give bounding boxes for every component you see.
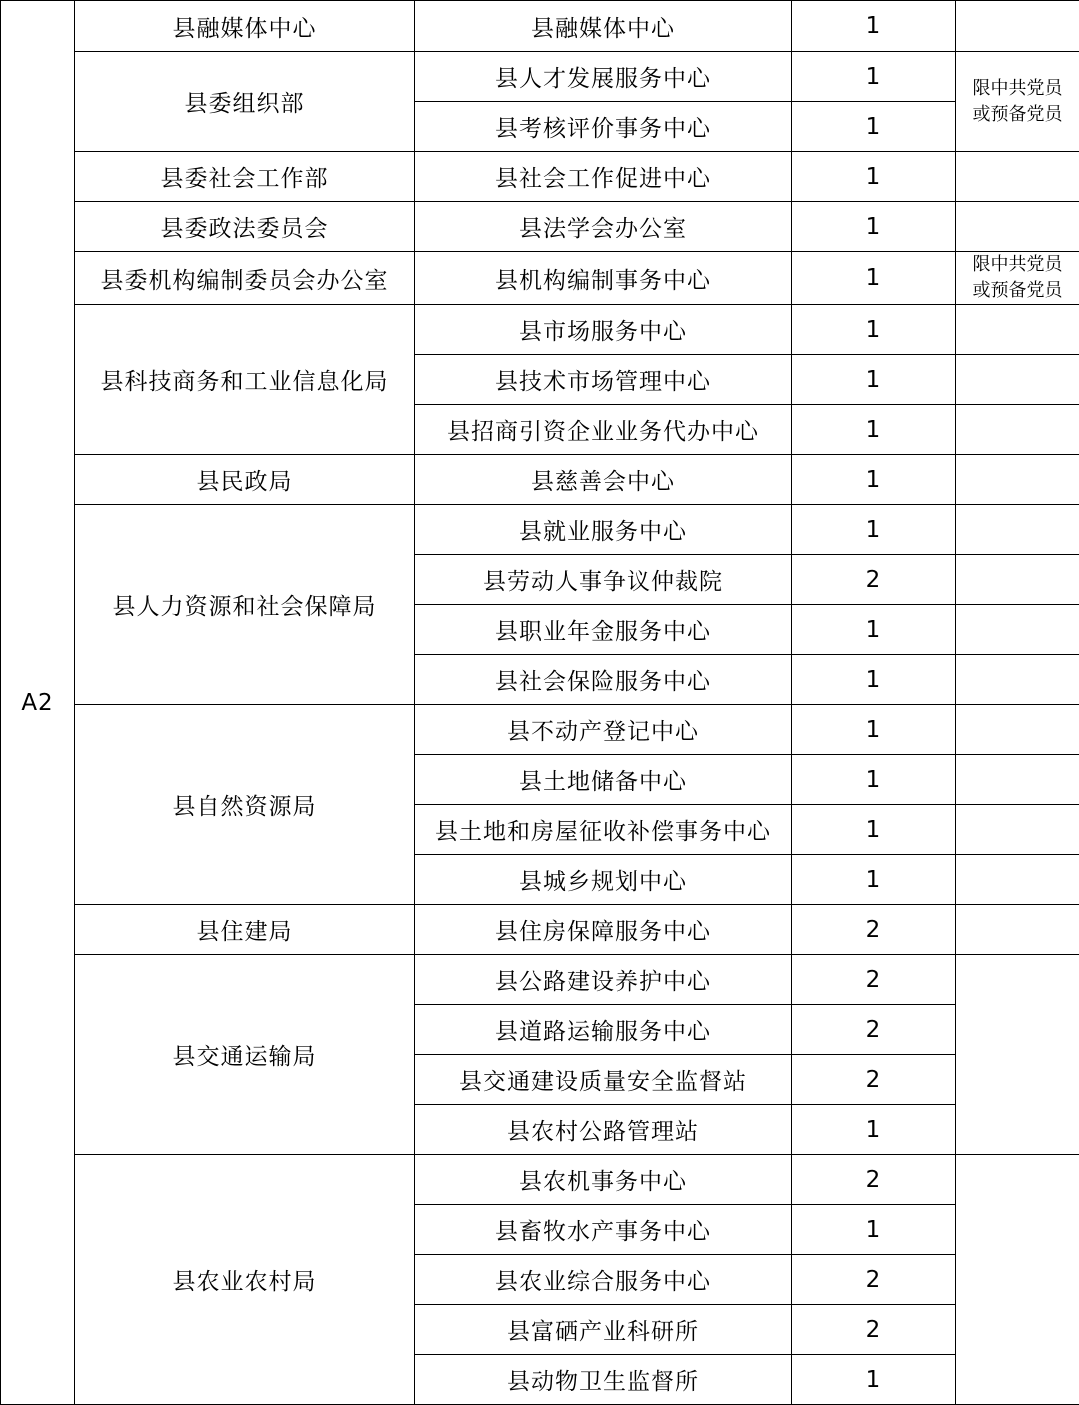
unit-cell: 县机构编制事务中心 (415, 252, 792, 305)
unit-cell: 县城乡规划中心 (415, 855, 792, 905)
department-cell: 县委组织部 (75, 52, 415, 152)
note-cell (956, 905, 1079, 955)
count-cell: 1 (792, 705, 956, 755)
table-row (1, 152, 1079, 202)
unit-cell: 县畜牧水产事务中心 (415, 1205, 792, 1255)
unit-cell: 县社会保险服务中心 (415, 655, 792, 705)
unit-cell: 县劳动人事争议仲裁院 (415, 555, 792, 605)
table-row (1, 505, 1079, 555)
count-cell: 1 (792, 102, 956, 152)
count-cell: 2 (792, 1305, 956, 1355)
unit-cell: 县职业年金服务中心 (415, 605, 792, 655)
table-row (1, 705, 1079, 755)
count-cell: 1 (792, 1205, 956, 1255)
count-cell: 1 (792, 755, 956, 805)
count-cell: 1 (792, 252, 956, 305)
note-cell (956, 755, 1079, 805)
count-cell: 1 (792, 152, 956, 202)
table-row (1, 202, 1079, 252)
department-cell: 县人力资源和社会保障局 (75, 505, 415, 705)
count-cell: 1 (792, 1, 956, 52)
unit-cell: 县就业服务中心 (415, 505, 792, 555)
unit-cell: 县农业综合服务中心 (415, 1255, 792, 1305)
note-cell (956, 405, 1079, 455)
table-row (1, 455, 1079, 505)
note-cell (956, 805, 1079, 855)
count-cell: 1 (792, 505, 956, 555)
count-cell: 2 (792, 555, 956, 605)
unit-cell: 县社会工作促进中心 (415, 152, 792, 202)
count-cell: 1 (792, 855, 956, 905)
count-cell: 2 (792, 1005, 956, 1055)
count-cell: 1 (792, 202, 956, 252)
count-cell: 1 (792, 805, 956, 855)
count-cell: 2 (792, 1155, 956, 1205)
count-cell: 1 (792, 355, 956, 405)
note-line: 或预备党员 (956, 278, 1079, 304)
department-cell: 县自然资源局 (75, 705, 415, 905)
note-cell (956, 605, 1079, 655)
note-cell (956, 555, 1079, 605)
unit-cell: 县法学会办公室 (415, 202, 792, 252)
note-cell (956, 1, 1079, 52)
unit-cell: 县道路运输服务中心 (415, 1005, 792, 1055)
note-cell (956, 455, 1079, 505)
department-cell: 县民政局 (75, 455, 415, 505)
unit-cell: 县交通建设质量安全监督站 (415, 1055, 792, 1105)
unit-cell: 县融媒体中心 (415, 1, 792, 52)
note-cell (956, 705, 1079, 755)
note-cell (956, 152, 1079, 202)
unit-cell: 县农村公路管理站 (415, 1105, 792, 1155)
unit-cell: 县人才发展服务中心 (415, 52, 792, 102)
department-cell: 县住建局 (75, 905, 415, 955)
table-row (1, 955, 1079, 1005)
department-cell: 县交通运输局 (75, 955, 415, 1155)
unit-cell: 县住房保障服务中心 (415, 905, 792, 955)
table-body (1, 1, 1079, 1405)
count-cell: 2 (792, 1255, 956, 1305)
note-cell (956, 202, 1079, 252)
unit-cell: 县慈善会中心 (415, 455, 792, 505)
note-cell (956, 355, 1079, 405)
table-row (1, 1155, 1079, 1205)
unit-cell: 县不动产登记中心 (415, 705, 792, 755)
table-row (1, 52, 1079, 102)
table-row (1, 905, 1079, 955)
unit-cell: 县动物卫生监督所 (415, 1355, 792, 1405)
count-cell: 1 (792, 455, 956, 505)
department-cell: 县委政法委员会 (75, 202, 415, 252)
count-cell: 1 (792, 655, 956, 705)
count-cell: 1 (792, 605, 956, 655)
count-cell: 1 (792, 1355, 956, 1405)
department-cell: 县农业农村局 (75, 1155, 415, 1405)
unit-cell: 县土地和房屋征收补偿事务中心 (415, 805, 792, 855)
unit-cell: 县农机事务中心 (415, 1155, 792, 1205)
note-cell (956, 955, 1079, 1155)
count-cell: 2 (792, 955, 956, 1005)
note-cell (956, 1155, 1079, 1405)
unit-cell: 县市场服务中心 (415, 305, 792, 355)
table-row (1, 1, 1079, 52)
unit-cell: 县招商引资企业业务代办中心 (415, 405, 792, 455)
count-cell: 2 (792, 1055, 956, 1105)
note-cell (956, 655, 1079, 705)
note-line: 限中共党员 (956, 76, 1079, 102)
count-cell: 2 (792, 905, 956, 955)
unit-cell: 县考核评价事务中心 (415, 102, 792, 152)
note-line: 或预备党员 (956, 102, 1079, 128)
unit-cell: 县技术市场管理中心 (415, 355, 792, 405)
department-cell: 县融媒体中心 (75, 1, 415, 52)
department-cell: 县委机构编制委员会办公室 (75, 252, 415, 305)
note-line: 限中共党员 (956, 252, 1079, 278)
count-cell: 1 (792, 305, 956, 355)
table-row (1, 305, 1079, 355)
note-cell (956, 855, 1079, 905)
unit-cell: 县土地储备中心 (415, 755, 792, 805)
unit-cell: 县公路建设养护中心 (415, 955, 792, 1005)
count-cell: 1 (792, 1105, 956, 1155)
department-cell: 县委社会工作部 (75, 152, 415, 202)
count-cell: 1 (792, 405, 956, 455)
note-cell (956, 52, 1079, 152)
count-cell: 1 (792, 52, 956, 102)
group-code-cell: A2 (1, 1, 75, 1405)
unit-cell: 县富硒产业科研所 (415, 1305, 792, 1355)
department-cell: 县科技商务和工业信息化局 (75, 305, 415, 455)
note-cell (956, 505, 1079, 555)
table-row (1, 252, 1079, 305)
note-cell (956, 252, 1079, 305)
note-cell (956, 305, 1079, 355)
